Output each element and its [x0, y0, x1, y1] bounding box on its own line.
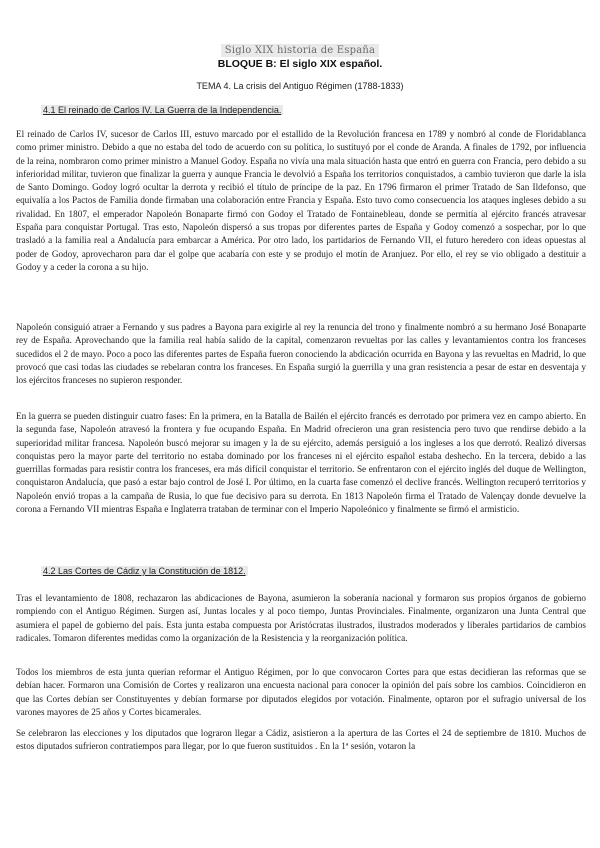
section-1-paragraph-3: En la guerra se pueden distinguir cuatro fases: En la primera, en la Batalla de Bailén el ejército francés es derrotado por primera vez en campo abierto. En la segunda fase, Napoleón atravesó la frontera y fue ocupando España. En Madrid ofrecieron una gran resistencia pero tuvo que rendirse debido a la superioridad militar francesa. Napoleón buscó mejorar su imagen y la de su ejército, además persiguió a los ingleses a los que derrotó. Realizó diversas conquistas pero la mayor parte del territorio no estaba dominado por los franceses ni el ejército español estaba deshecho. En la tercera, debido a las guerrillas formadas para resistir contra los franceses, era más difícil conquistar el territorio. Se enfrentaron con el ejército inglés del duque de Wellington, conquistaron Andalucía, que pasó a estar bajo control de José I. Por último, en la cuarta fase comenzó el declive francés. Wellington recuperó territorios y Napoleón envió tropas a la campaña de Rusia, lo que fue decisivo para su derrota. En 1813 Napoleón firma el Tratado de Valençay donde devuelve la corona a Fernando VII mientras España e Inglaterra trataban de terminar con el Imperio Napoleónico y finalmente se firmó el armisticio.: [16, 411, 586, 515]
section-1-paragraph-2: Napoleón consiguió atraer a Fernando y sus padres a Bayona para exigirle al rey la renuncia del trono y finalmente nombró a su hermano José Bonaparte rey de España. Aprovechando que la familia real había salido de la capital, comenzaron revueltas por las calles y levantamientos contra los franceses sucedidos el 2 de mayo. Poco a poco las diferentes partes de España fueron conociendo la abdicación ocurrida en Bayona y las revueltas en Madrid, lo que provocó que casi todas las ciudades se rebelaran contra los franceses. En España surgió la guerrilla y una gran resistencia a pesar de estar en desventaja y los ejércitos franceses no supieron responder.: [16, 322, 586, 386]
bloque-title: BLOQUE B: El siglo XIX español.: [217, 58, 383, 70]
section-1-paragraph-1: El reinado de Carlos IV, sucesor de Carlos III, estuvo marcado por el estallido de la Revolución francesa en 1789 y nombró al conde de Floridablanca como primer ministro. Debido a que no estaba del todo de acuerdo con su política, lo sustituyó por el conde de Aranda. A finales de 1792, por influencia de la reina, nombraron como primer ministro a Manuel Godoy. España no vivía una mala situación hasta que entró en guerra con Francia, pero debido a su inferioridad militar, tuvieron que finalizar la guerra y aunque Francia le devolvió a España los territorios conquistados, a cambio tuvieron que darle la isla de Santo Domingo. Godoy logró ocultar la derrota y recibió el título de príncipe de la paz. En 1796 firmaron el primer Tratado de San Ildefonso, que equivalía a los Pactos de Familia donde firmaban una colaboración entre Francia y España. Esto tuvo como consecuencia los ataques ingleses debido a su rivalidad. En 1807, el emperador Napoleón Bonaparte firmó con Godoy el Tratado de Fontainebleau, donde se permitía al ejército francés atravesar España para conquistar Portugal. Tras esto, Napoleón dispersó a sus tropas por diferentes partes de España y Godoy comenzó a sospechar, por lo que trasladó a la familia real a Andalucía para embarcar a América. Por otro lado, los partidarios de Fernando VII, el futuro heredero con ideas opuestas al poder de Godoy, aprovecharon para dar el golpe que acabaría con este y se produjo el motín de Aranjuez. Por ello, el rey se vio obligado a destituir a Godoy y a ceder la corona a su hijo.: [16, 129, 586, 272]
section-2-paragraph-1: Tras el levantamiento de 1808, rechazaron las abdicaciones de Bayona, asumieron la soberanía nacional y formaron sus propios órganos de gobierno rompiendo con el Antiguo Régimen. Surgen así, Juntas locales y al poco tiempo, Juntas Provinciales. Finalmente, organizaron una Junta Central que asumiera el papel de gobierno del país. Esta junta estaba compuesta por Aristócratas ilustrados, ilustrados moderados y liberales partidarios de cambios radicales. Tomaron diferentes medidas como la organización de la Resistencia y la reorganización política.: [16, 593, 586, 643]
header-title: Siglo XIX historia de España: [221, 44, 379, 57]
section-2-paragraph-2: Todos los miembros de esta junta querían reformar el Antiguo Régimen, por lo que convocaron Cortes para que estas decidieran las reformas que se debían hacer. Formaron una Comisión de Cortes y realizaron una encuesta nacional para conocer la opinión del país sobre los cambios. Coincidieron en que las Cortes debían ser Constituyentes y debían formarse por diputados elegidos por votación. Finalmente, optaron por el sufragio universal de los varones mayores de 25 años y Cortes bicamerales.: [16, 667, 586, 717]
document-header: [0, 38, 600, 57]
section-1-heading: 4.1 El reinado de Carlos IV. La Guerra de la Independencia.: [43, 105, 282, 115]
section-2-heading: 4.2 Las Cortes de Cádiz y la Constitución de 1812.: [43, 566, 246, 576]
section-2-paragraph-3: Se celebraron las elecciones y los diputados que lograron llegar a Cádiz, asistieron a la apertura de las Cortes el 24 de septiembre de 1810. Muchos de estos diputados sufrieron contratiempos para llegar, por lo que fueron sustituidos . En la 1ª sesión, votaron la: [16, 728, 586, 752]
tema-title: TEMA 4. La crisis del Antiguo Régimen (1788-1833): [196, 81, 404, 91]
